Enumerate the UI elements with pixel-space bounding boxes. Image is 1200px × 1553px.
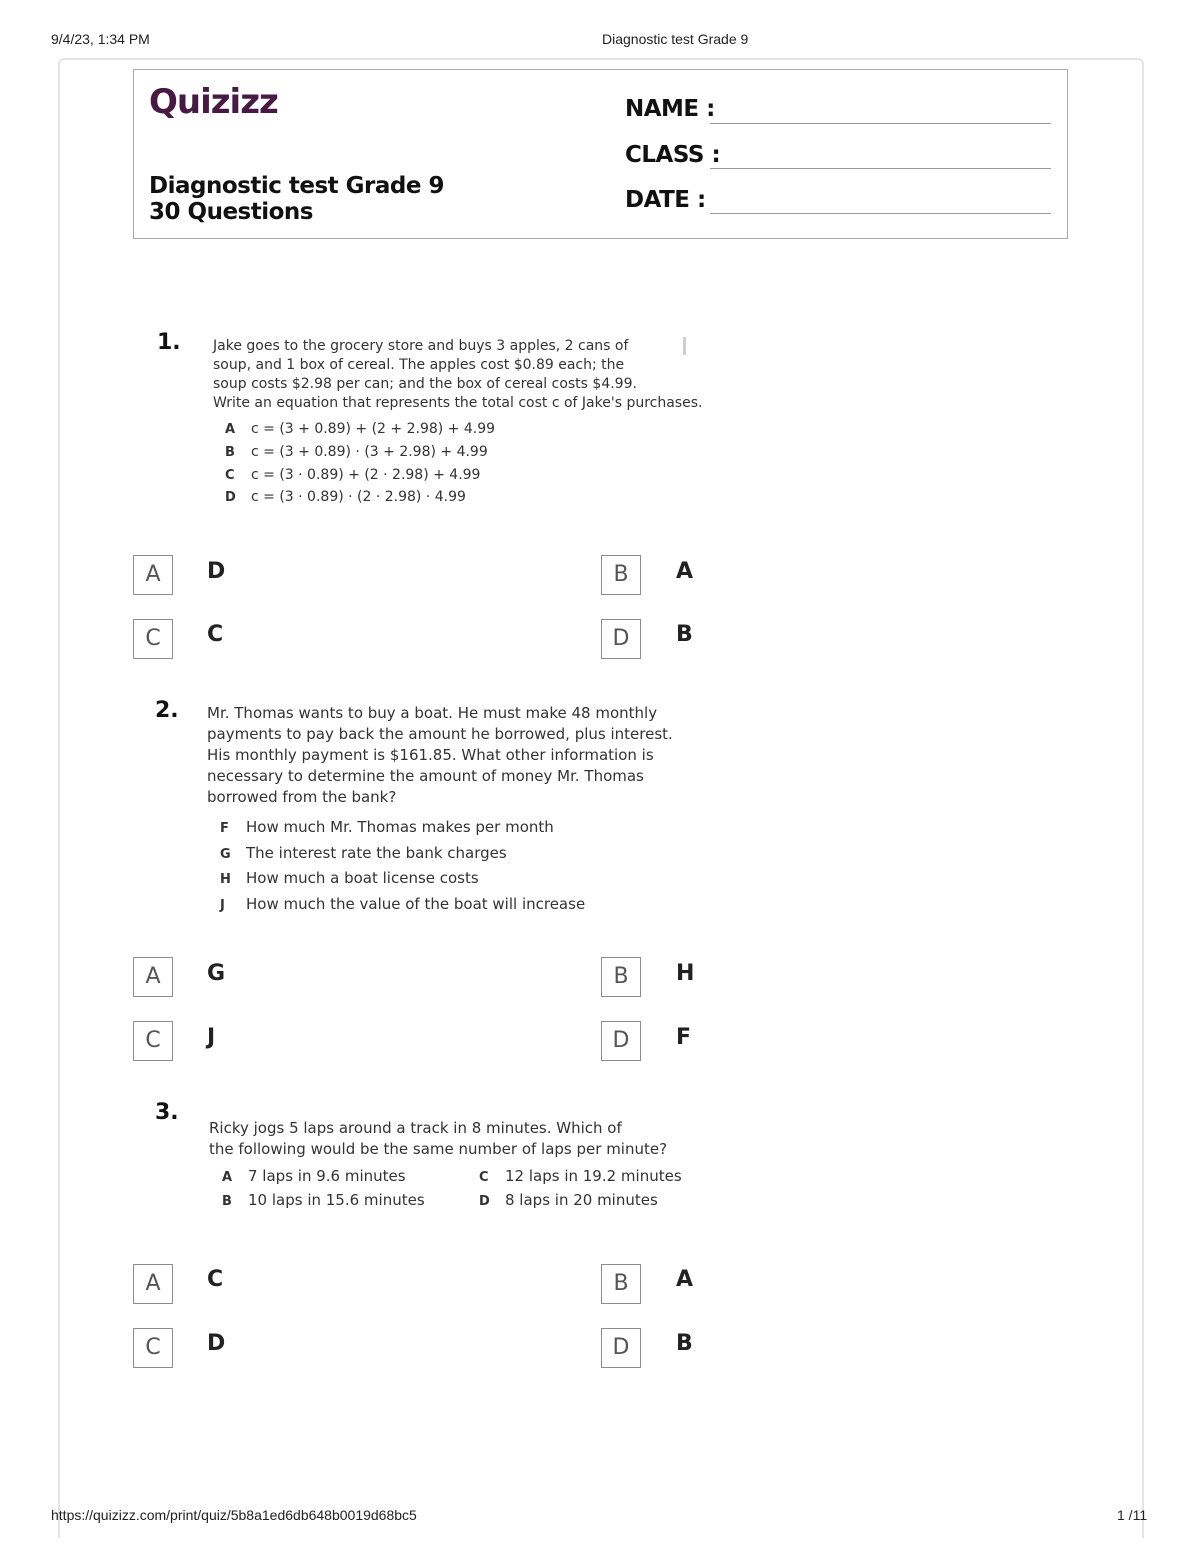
question-number: 3. bbox=[155, 1100, 179, 1125]
question-choice bbox=[222, 1167, 406, 1185]
choice-text: How much the value of the boat will increase bbox=[246, 895, 586, 913]
option-b-box[interactable]: B bbox=[601, 555, 641, 595]
question-choice bbox=[220, 844, 507, 862]
option-b-text[interactable]: A bbox=[676, 1267, 694, 1292]
option-a-box[interactable]: A bbox=[133, 555, 173, 595]
quiz-title: Diagnostic test Grade 9 bbox=[149, 173, 444, 199]
question-choice bbox=[225, 421, 495, 437]
option-d-text[interactable]: F bbox=[676, 1025, 692, 1050]
option-d-box[interactable]: D bbox=[601, 1021, 641, 1061]
option-a-box[interactable]: A bbox=[133, 957, 173, 997]
class-label: CLASS : bbox=[625, 142, 721, 168]
question-number: 1. bbox=[157, 330, 181, 355]
date-line bbox=[710, 213, 1051, 214]
choice-text: The interest rate the bank charges bbox=[246, 844, 507, 862]
choice-letter: A bbox=[222, 1170, 233, 1185]
option-a-text[interactable]: C bbox=[207, 1267, 224, 1292]
choice-text: 7 laps in 9.6 minutes bbox=[248, 1167, 406, 1185]
text-cursor-bar bbox=[683, 337, 686, 355]
class-line bbox=[710, 168, 1051, 169]
option-a-box[interactable]: A bbox=[133, 1264, 173, 1304]
question-stem-line: borrowed from the bank? bbox=[207, 788, 397, 806]
choice-letter: B bbox=[222, 1194, 232, 1209]
quiz-title-block bbox=[149, 173, 444, 225]
option-d-text[interactable]: B bbox=[676, 622, 693, 647]
question-stem-line: payments to pay back the amount he borrowed, plus interest. bbox=[207, 725, 673, 743]
option-c-box[interactable]: C bbox=[133, 619, 173, 659]
option-b-text[interactable]: A bbox=[676, 559, 694, 584]
question-choice bbox=[222, 1191, 425, 1209]
question-stem-line: Jake goes to the grocery store and buys 3 apples, 2 cans of bbox=[213, 338, 629, 354]
question-2-content bbox=[207, 703, 687, 918]
option-c-box[interactable]: C bbox=[133, 1021, 173, 1061]
choice-letter: A bbox=[225, 422, 236, 437]
question-choice bbox=[225, 467, 480, 483]
option-c-text[interactable]: C bbox=[207, 622, 224, 647]
question-stem-line: Mr. Thomas wants to buy a boat. He must make 48 monthly bbox=[207, 704, 658, 722]
choice-letter: D bbox=[225, 490, 236, 505]
question-choice bbox=[220, 895, 585, 913]
option-a-text[interactable]: G bbox=[207, 961, 226, 986]
option-b-box[interactable]: B bbox=[601, 1264, 641, 1304]
question-stem-line: soup costs $2.98 per can; and the box of cereal costs $4.99. bbox=[213, 376, 637, 392]
quizizz-logo: Quizizz bbox=[149, 82, 278, 122]
question-choice bbox=[220, 818, 554, 836]
question-stem-line: the following would be the same number of laps per minute? bbox=[209, 1140, 668, 1158]
print-page-number: 1 /11 bbox=[1117, 1507, 1148, 1523]
question-stem-line: soup, and 1 box of cereal. The apples cost $0.89 each; the bbox=[213, 357, 625, 373]
option-d-box[interactable]: D bbox=[601, 619, 641, 659]
question-count: 30 Questions bbox=[149, 199, 313, 225]
choice-text: How much a boat license costs bbox=[246, 869, 479, 887]
option-b-text[interactable]: H bbox=[676, 961, 695, 986]
choice-letter: G bbox=[220, 847, 231, 862]
choice-letter: C bbox=[479, 1170, 489, 1185]
option-d-box[interactable]: D bbox=[601, 1328, 641, 1368]
option-a-text[interactable]: D bbox=[207, 559, 226, 584]
choice-text: 12 laps in 19.2 minutes bbox=[505, 1167, 682, 1185]
question-choice bbox=[225, 489, 466, 505]
question-stem-line: necessary to determine the amount of money Mr. Thomas bbox=[207, 767, 644, 785]
choice-text: c = (3 + 0.89) + (2 + 2.98) + 4.99 bbox=[251, 421, 496, 437]
choice-text: 8 laps in 20 minutes bbox=[505, 1191, 658, 1209]
choice-letter: H bbox=[220, 872, 231, 887]
option-b-box[interactable]: B bbox=[601, 957, 641, 997]
print-doc-title: Diagnostic test Grade 9 bbox=[602, 31, 749, 47]
option-c-text[interactable]: J bbox=[207, 1025, 216, 1050]
question-choice bbox=[479, 1167, 682, 1185]
question-number: 2. bbox=[155, 698, 179, 723]
choice-text: How much Mr. Thomas makes per month bbox=[246, 818, 554, 836]
option-c-box[interactable]: C bbox=[133, 1328, 173, 1368]
choice-letter: B bbox=[225, 445, 235, 460]
question-1-content bbox=[213, 337, 703, 512]
question-choice bbox=[225, 444, 488, 460]
question-choice bbox=[220, 869, 479, 887]
question-choice bbox=[479, 1191, 658, 1209]
question-3-content bbox=[209, 1118, 689, 1218]
option-c-text[interactable]: D bbox=[207, 1331, 226, 1356]
question-stem-line: His monthly payment is $161.85. What other information is bbox=[207, 746, 654, 764]
print-datetime: 9/4/23, 1:34 PM bbox=[51, 31, 150, 47]
choice-letter: C bbox=[225, 468, 235, 483]
choice-letter: D bbox=[479, 1194, 490, 1209]
option-d-text[interactable]: B bbox=[676, 1331, 693, 1356]
name-label: NAME : bbox=[625, 96, 715, 122]
choice-letter: J bbox=[220, 898, 225, 913]
choice-text: c = (3 · 0.89) + (2 · 2.98) + 4.99 bbox=[251, 467, 481, 483]
print-url: https://quizizz.com/print/quiz/5b8a1ed6db648b0019d68bc5 bbox=[51, 1507, 417, 1523]
date-label: DATE : bbox=[625, 187, 706, 213]
question-stem-line: Write an equation that represents the total cost c of Jake's purchases. bbox=[213, 395, 703, 411]
choice-text: c = (3 · 0.89) · (2 · 2.98) · 4.99 bbox=[251, 489, 466, 505]
question-stem-line: Ricky jogs 5 laps around a track in 8 minutes. Which of bbox=[209, 1119, 622, 1137]
name-line bbox=[710, 123, 1051, 124]
choice-text: c = (3 + 0.89) · (3 + 2.98) + 4.99 bbox=[251, 444, 488, 460]
choice-letter: F bbox=[220, 821, 229, 836]
choice-text: 10 laps in 15.6 minutes bbox=[248, 1191, 425, 1209]
